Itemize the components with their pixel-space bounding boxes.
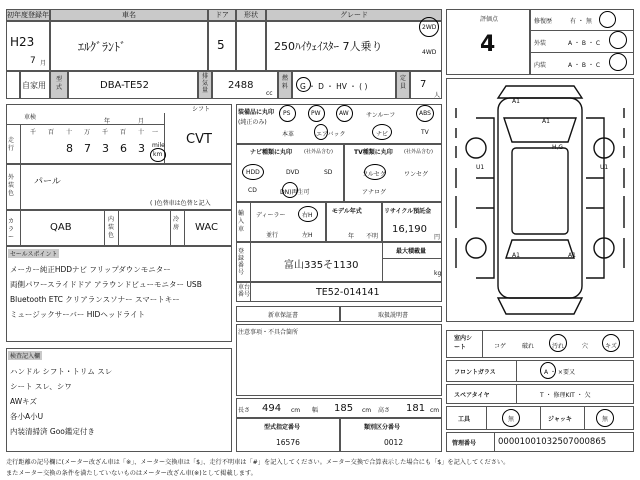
- tv-title: TV種類に丸印: [354, 149, 393, 156]
- mileage-unit-4: 千: [102, 129, 109, 136]
- equip-airbag-circle: [314, 124, 328, 140]
- sales-points-title: セールスポイント: [10, 251, 58, 258]
- equip-aw: AW: [339, 110, 349, 117]
- width-unit: cm: [362, 407, 372, 414]
- height-unit: cm: [430, 407, 440, 414]
- class-num-label: 類別区分番号: [364, 424, 401, 431]
- exterior-color: パール: [34, 177, 61, 187]
- mileage-unit-1: 百: [48, 129, 55, 136]
- front-glass-label: フロントガラス: [454, 369, 496, 376]
- interior-grade: A ・ B ・ C: [568, 62, 601, 69]
- shaken-label: 車検: [24, 114, 37, 121]
- tv-subtitle: (社外品含む): [404, 149, 433, 155]
- import-parallel: 並行: [266, 232, 279, 239]
- model-value: DBA-TE52: [100, 80, 150, 91]
- shape-cell: [236, 21, 266, 71]
- equip-sunroof: サンルーフ: [366, 112, 396, 119]
- recycle-value: 16,190: [392, 224, 427, 235]
- seat-item-tear: 破れ: [522, 343, 535, 350]
- spare-label: スペアタイヤ: [454, 392, 490, 399]
- km-unit: km: [153, 151, 163, 158]
- type-num: 16576: [276, 438, 300, 447]
- nav-hdd: HDD: [246, 169, 260, 176]
- equipment-title: 装備品に丸印: [238, 109, 275, 116]
- displacement-label: 排気量: [202, 73, 209, 94]
- diagram-label: A1: [568, 252, 576, 259]
- mileage-digit-1: 7: [84, 142, 91, 155]
- shape-header: 形状: [236, 9, 266, 21]
- tv-oneseg: ワンセグ: [404, 171, 429, 178]
- inspector-note-line: 各小A小U: [10, 412, 44, 421]
- tv-fullseg: フルセグ: [362, 171, 386, 178]
- inspector-note-line: シート スレ、シワ: [10, 382, 72, 391]
- seat-item-scratch: キズ: [605, 343, 617, 350]
- fuel-label: 燃料: [282, 75, 289, 90]
- usage-cell: [6, 71, 20, 99]
- height-label: 高さ: [378, 407, 391, 414]
- manual: 取扱説明書: [378, 312, 409, 319]
- capacity: 7: [420, 79, 427, 90]
- length-label: 長さ: [238, 407, 251, 414]
- capacity-unit: 人: [434, 92, 441, 99]
- chassis-value: TE52-014141: [316, 287, 380, 298]
- color-code-label: カラー: [8, 218, 15, 241]
- length-unit: cm: [291, 407, 301, 414]
- chassis-label: 車台番号: [238, 284, 251, 298]
- interior-grade-label: 内装: [534, 62, 547, 69]
- exterior-grade-label: 外装: [534, 40, 547, 47]
- equip-airbag: エアバック: [316, 131, 346, 138]
- grade-header: グレード: [266, 9, 442, 21]
- inspector-notes-title: 検査記入欄: [10, 353, 41, 360]
- diagram-label: U1: [476, 164, 485, 171]
- door-count: 5: [217, 38, 225, 52]
- jack-label: ジャッキ: [548, 416, 572, 423]
- reg-month-unit: 月: [40, 60, 47, 67]
- mile-unit: mile: [152, 142, 165, 149]
- recycle-label: リサイクル預託金: [384, 208, 432, 215]
- footer-line-1: 走行距離の記号欄に(メーター改ざん車は「※」、メーター交換車は「$」、走行不明車は「#」を記入してください。メーター交換で合算表示した場合にも「$」を記入してください。: [6, 459, 510, 466]
- new-warranty: 新車保証書: [268, 312, 299, 319]
- interior-grade-circle: [609, 53, 627, 71]
- cc-unit: cc: [266, 90, 273, 97]
- mileage-unit-3: 万: [84, 129, 91, 136]
- seat-item-stain: 汚れ: [552, 343, 565, 350]
- grade-value: 250ﾊｲｳｪｲｽﾀｰ 7人乗り: [274, 40, 383, 53]
- damage-options: 有 ・ 無: [570, 18, 592, 25]
- drive-2wd: 2WD: [422, 24, 437, 31]
- mileage-digit-3: 6: [120, 142, 127, 155]
- sales-point-line: Bluetooth ETC クリアランスソナー スマートキー: [10, 295, 180, 304]
- mileage-unit-6: 十: [138, 129, 145, 136]
- color-code: QAB: [50, 222, 72, 233]
- diagram-label: A1: [542, 118, 550, 125]
- left-hand: 左H: [302, 232, 313, 239]
- import-dealer: ディーラー: [256, 212, 286, 219]
- diagram-label: A1: [512, 98, 520, 105]
- damage-circle: [599, 11, 616, 28]
- mileage-digit-2: 3: [102, 142, 109, 155]
- diagram-label: U1: [600, 164, 609, 171]
- model-year-unknown: 不明: [366, 233, 379, 240]
- spare-value: T ・ 修理KIT ・ 欠: [540, 392, 591, 399]
- color-note: ( )色替車は色替と記入: [150, 200, 211, 207]
- seat-item-scorch: コゲ: [494, 343, 507, 350]
- interior-color-label: 内装色: [108, 216, 115, 239]
- exterior-grade-circle: [609, 31, 627, 49]
- ac-value: WAC: [195, 222, 218, 233]
- reg-month: 7: [30, 56, 36, 66]
- car-diagram: [446, 78, 634, 322]
- damage-label: 修復歴: [534, 18, 553, 25]
- displacement: 2488: [228, 80, 254, 91]
- tools-label: 工具: [458, 416, 471, 423]
- sales-point-line: メーカー純正HDDナビ フリップダウンモニター: [10, 265, 171, 274]
- nav-sd: SD: [324, 169, 333, 176]
- inspector-note-line: 内装清掃済 Goo鑑定付き: [10, 427, 95, 436]
- score-label: 評価点: [480, 16, 499, 23]
- equip-abs: ABS: [419, 110, 431, 117]
- caution-label: 注意事項・不具合箇所: [238, 329, 299, 336]
- nav-title: ナビ種類に丸印: [250, 149, 293, 156]
- diagram-label: H,G: [552, 144, 564, 151]
- model-label: 型式: [56, 76, 63, 91]
- ac-label: 冷房: [173, 216, 180, 231]
- nav-dvd: DVD: [286, 169, 300, 176]
- jack-value: 無: [602, 416, 609, 423]
- diagram-label: A1: [512, 252, 520, 259]
- shift-label: シフト: [192, 106, 211, 113]
- height: 181: [406, 403, 426, 414]
- mileage-unit-7: 一: [152, 129, 159, 136]
- exterior-grade: A ・ B ・ C: [568, 40, 601, 47]
- mileage-digit-0: 8: [66, 142, 73, 155]
- door-header: ドア: [208, 9, 236, 21]
- car-name-cell: [50, 21, 208, 71]
- import-label: 輸入車: [238, 210, 245, 233]
- sales-point-line: ミュージックサーバー HIDヘッドライト: [10, 310, 146, 319]
- era-year: H23: [10, 35, 35, 49]
- car-name-header: 車名: [50, 9, 208, 21]
- registration-value: 富山335そ1130: [284, 260, 359, 271]
- fuel-g-circle: [296, 77, 311, 92]
- width-label: 幅: [312, 407, 319, 414]
- footer-line-2: またメーター交換の条件を満たしていないものはメーター改ざん車(※)として掲載します。: [6, 470, 257, 477]
- usage: 自家用: [22, 81, 46, 90]
- recycle-unit: 円: [434, 234, 441, 241]
- drive-4wd: 4WD: [422, 49, 437, 56]
- manage-label: 管理番号: [452, 440, 477, 447]
- width: 185: [334, 403, 354, 414]
- exterior-color-label: 外装色: [8, 174, 15, 197]
- inspector-note-line: AWキズ: [10, 397, 37, 406]
- first-reg-header: 初年度登録年: [7, 11, 49, 19]
- mileage-unit-0: 千: [30, 129, 37, 136]
- length: 494: [262, 403, 282, 414]
- tv-analog: アナログ: [362, 189, 387, 196]
- nav-subtitle: (社外品含む): [304, 149, 333, 155]
- tools-value: 無: [508, 416, 515, 423]
- equip-tv: TV: [421, 129, 429, 136]
- inspector-note-line: ハンドル シフト・トリム スレ: [10, 367, 113, 376]
- shift-value: CVT: [186, 132, 212, 147]
- kg-unit: kg: [434, 270, 442, 277]
- model-year-y: 年: [348, 233, 355, 240]
- registration-label: 登録番号: [238, 248, 245, 276]
- max-load-label: 最大積載量: [396, 248, 427, 255]
- mileage-label: 走行: [8, 137, 15, 152]
- front-glass-value: A ・ ×要又: [544, 369, 575, 376]
- seat-item-hole: 穴: [582, 343, 589, 350]
- class-num: 0012: [384, 438, 404, 447]
- car-name: ｴﾙｸﾞﾗﾝﾄﾞ: [78, 40, 127, 54]
- equip-pw: PW: [311, 110, 321, 117]
- score: 4: [480, 32, 496, 57]
- type-num-label: 型式指定番号: [264, 424, 301, 431]
- manage-value: 00001001032507000865: [498, 437, 607, 447]
- seat-label: 室内シート: [454, 335, 473, 351]
- mileage-unit-5: 百: [120, 129, 127, 136]
- model-year-label: モデル年式: [332, 208, 362, 215]
- nav-dvd-play: DN)再生可: [280, 189, 310, 196]
- shaken-year: 年: [104, 118, 111, 125]
- mileage-unit-2: 十: [66, 129, 73, 136]
- equip-ps: PS: [283, 110, 291, 117]
- capacity-label: 定員: [400, 75, 407, 90]
- sales-point-line: 両側パワースライドドア アラウンドビューモニター USB: [10, 280, 202, 289]
- shaken-month: 月: [138, 118, 145, 125]
- nav-cd: CD: [248, 187, 257, 194]
- right-hand: 右H: [302, 212, 313, 219]
- fuel-value: G ・ D ・ HV ・ ( ): [300, 82, 368, 91]
- equip-leather: 本革: [282, 131, 295, 138]
- equipment-subtitle: (純正のみ): [238, 119, 267, 126]
- equip-navi: ナビ: [376, 131, 389, 138]
- mileage-digit-4: 3: [138, 142, 145, 155]
